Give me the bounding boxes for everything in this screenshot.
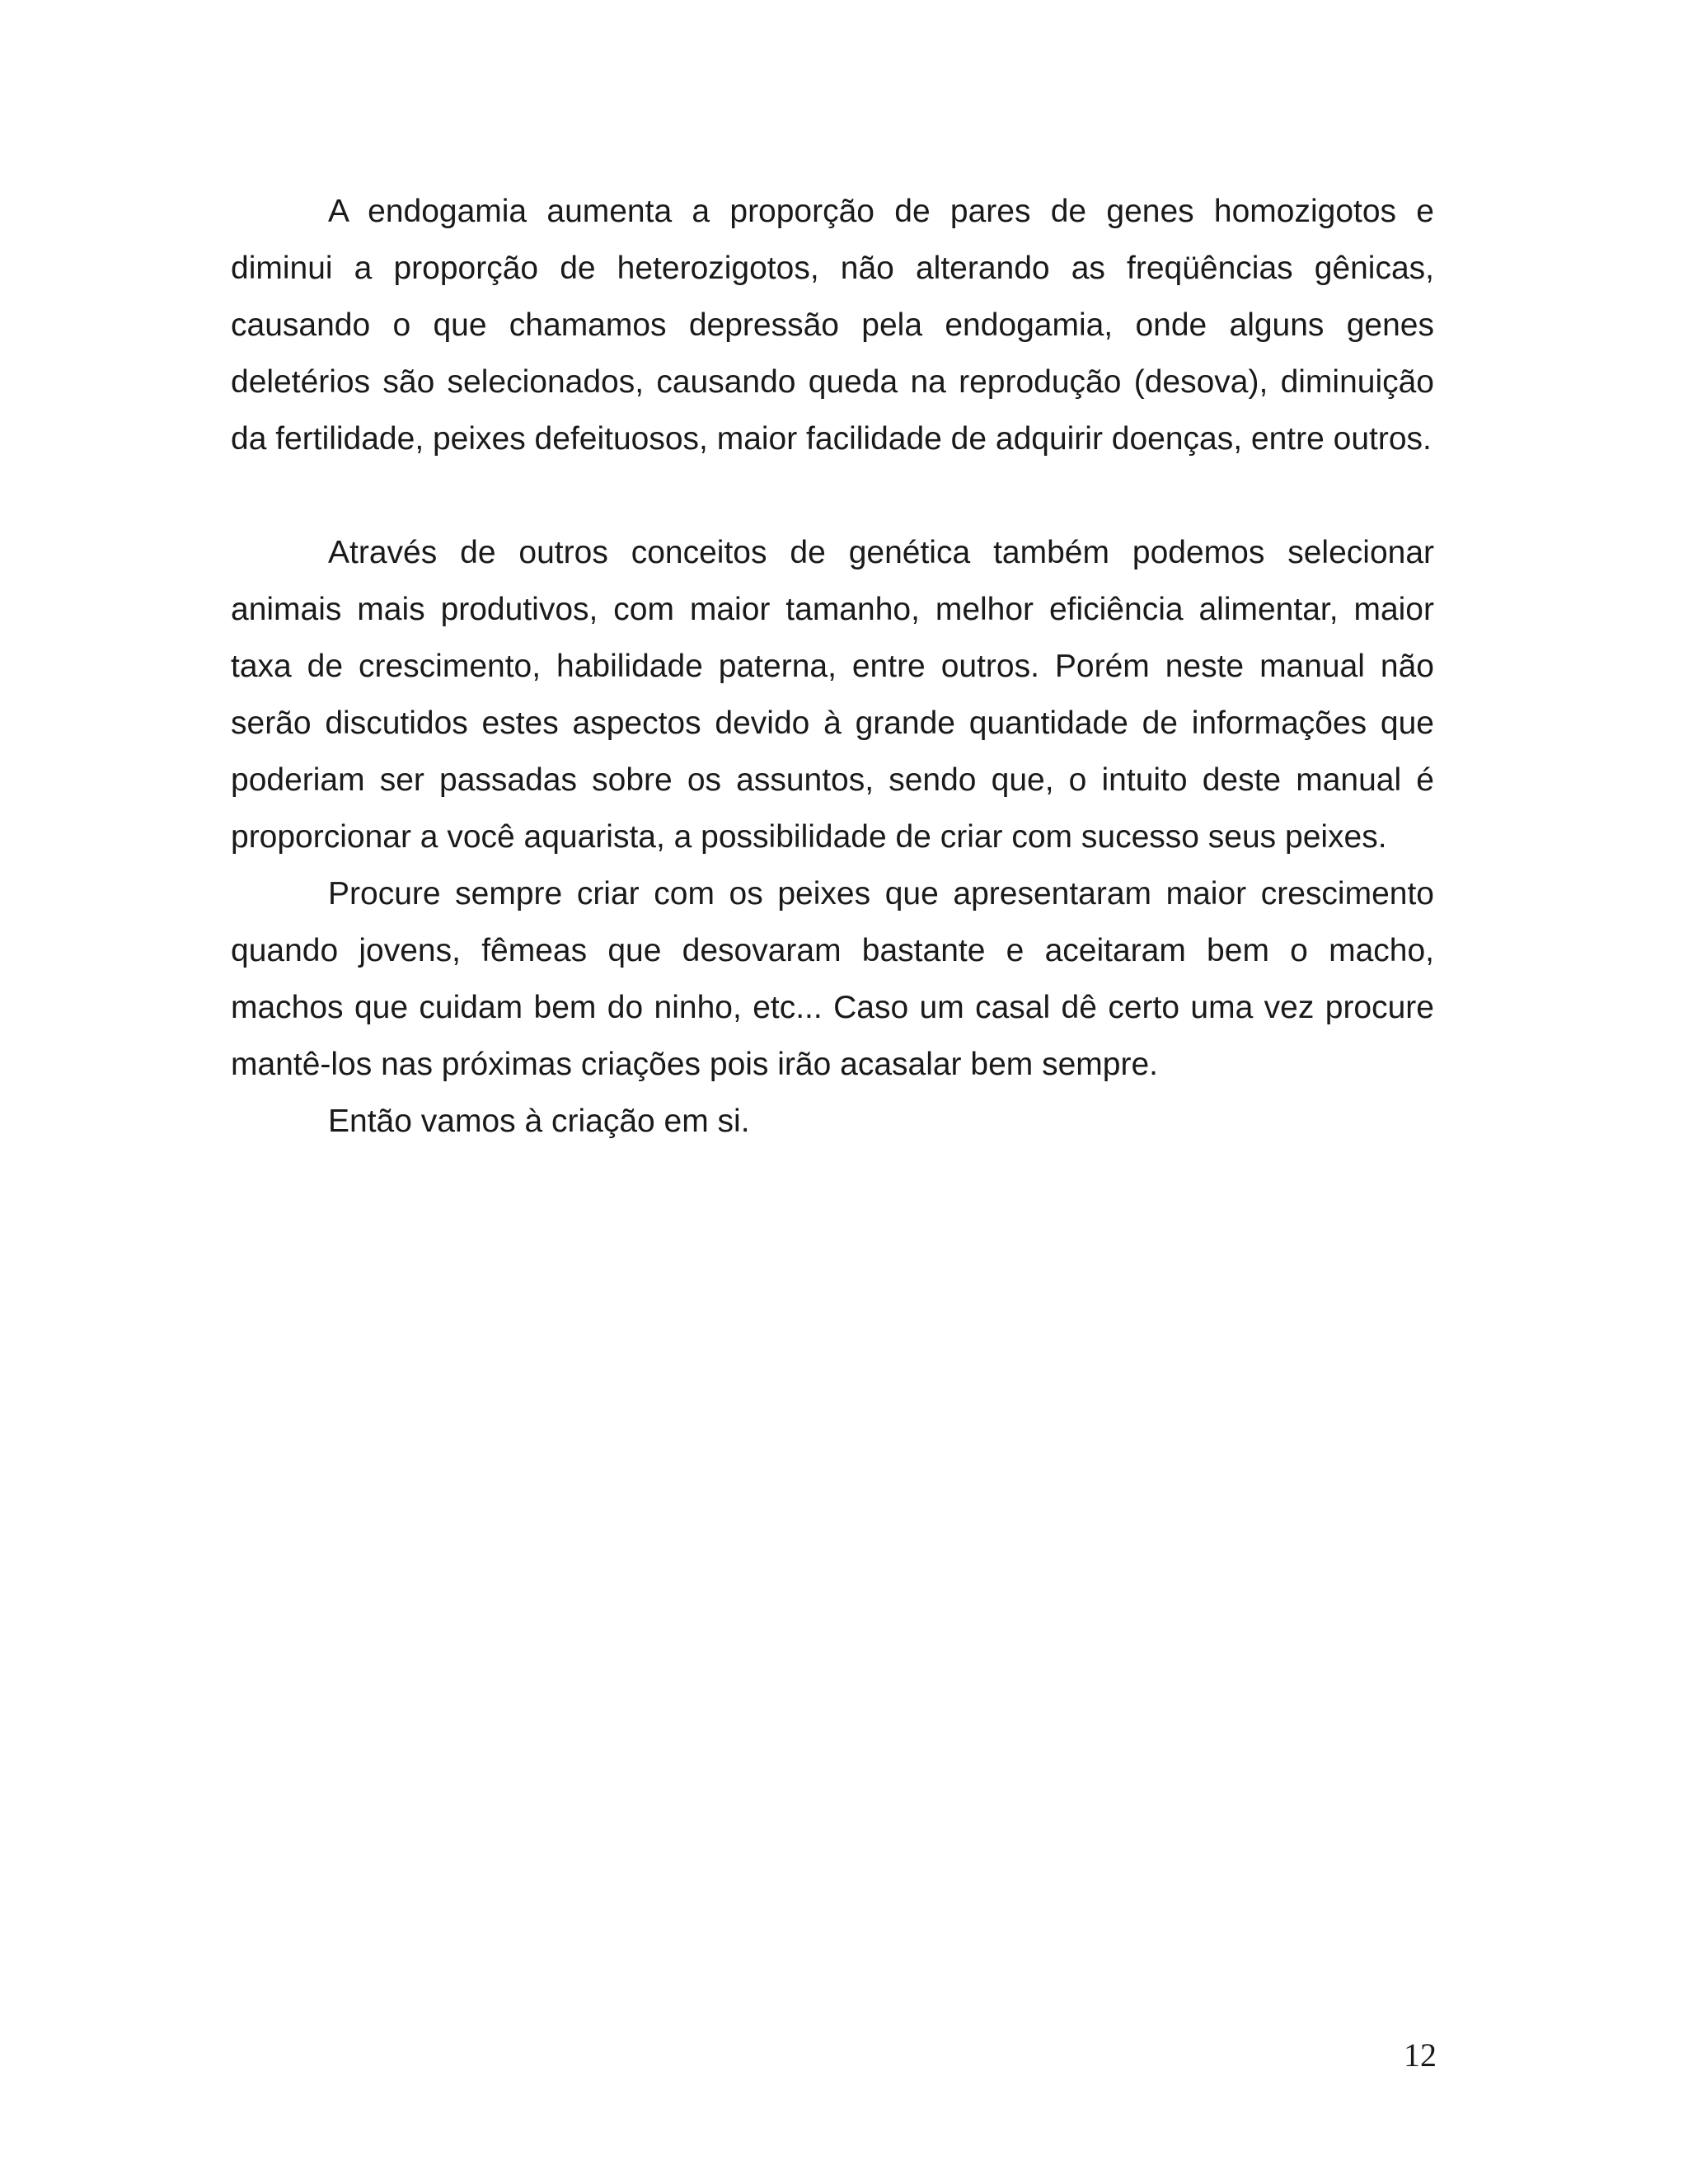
paragraph-genetica: Através de outros conceitos de genética também podemos selecionar animais mais produtivos, com maior tamanho, melhor eficiência alimentar, maior taxa de crescimento, habilidade paterna, entre outros. Porém neste manual não serão discutidos estes aspectos devido à grande quantidade de informações que poderiam ser passadas sobre os assuntos, sendo que, o intuito deste manual é proporcionar a você aquarista, a possibilidade de criar com sucesso seus peixes.	[231, 535, 1434, 855]
paragraph-procure: Procure sempre criar com os peixes que apresentaram maior crescimento quando jovens, fêmeas que desovaram bastante e aceitaram bem o macho, machos que cuidam bem do ninho, etc... Caso um casal dê certo uma vez procure mantê-los nas próximas criações pois irão acasalar bem sempre.	[231, 876, 1434, 1082]
body-text	[231, 183, 1434, 1150]
page-number: 12	[1404, 2036, 1437, 2074]
paragraph-criacao: Então vamos à criação em si.	[328, 1104, 750, 1139]
paragraph-endogamia: A endogamia aumenta a proporção de pares de genes homozigotos e diminui a proporção de heterozigotos, não alterando as freqüências gênicas, causando o que chamamos depressão pela endogamia, onde alguns genes deletérios são selecionados, causando queda na reprodução (desova), diminuição da fertilidade, peixes defeituosos, maior facilidade de adquirir doenças, entre outros.	[231, 194, 1434, 457]
